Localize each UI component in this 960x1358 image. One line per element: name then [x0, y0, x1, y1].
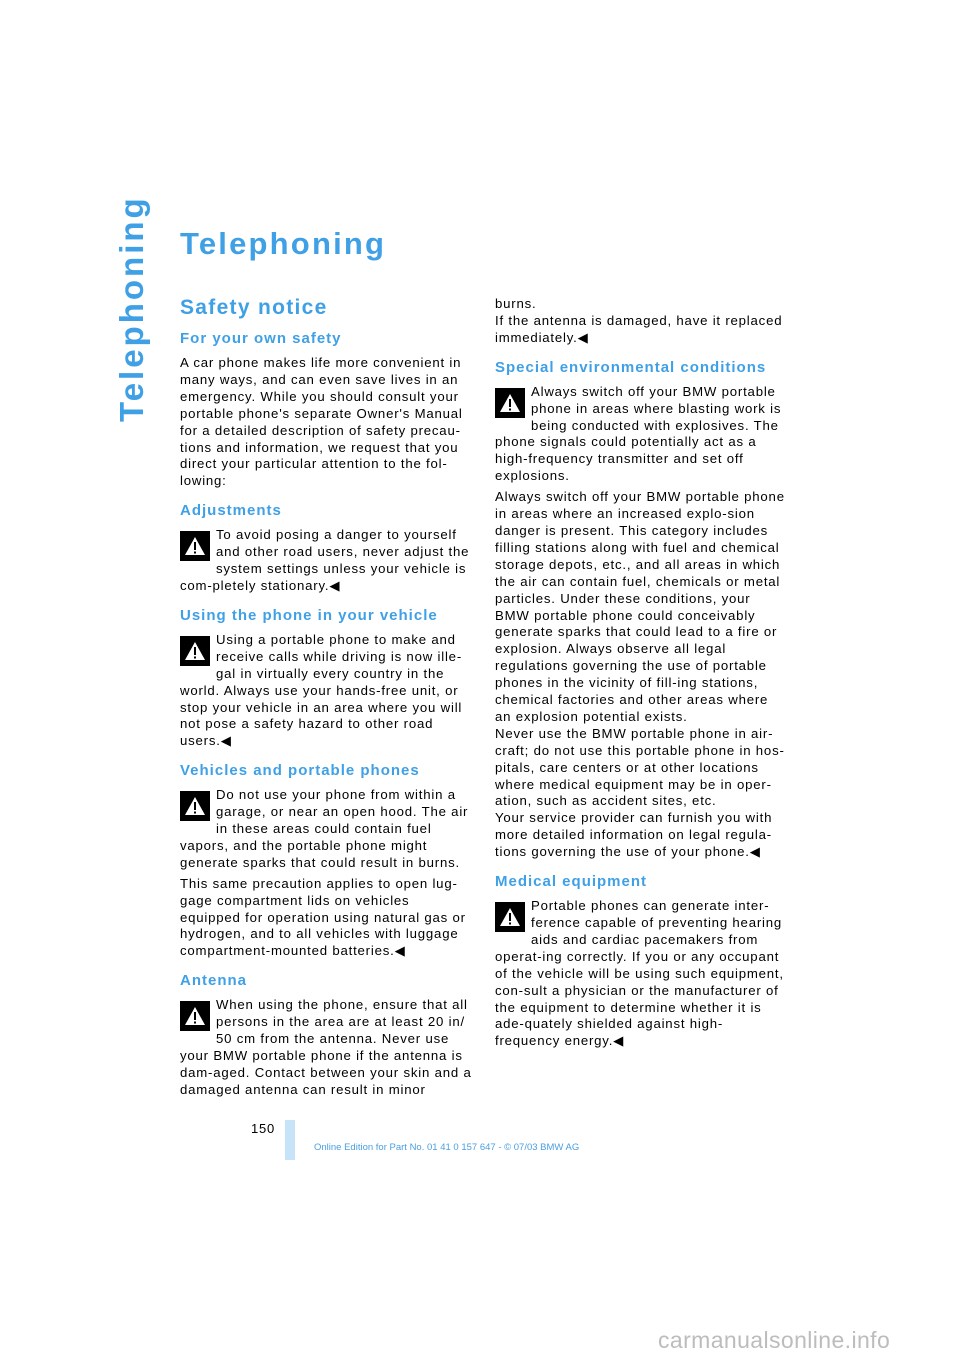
section-title: Safety notice — [180, 296, 328, 319]
warning-medical — [495, 898, 787, 1050]
watermark: carmanualsonline.info — [658, 1327, 891, 1353]
paragraph-own-safety: A car phone makes life more convenient in many ways, and can even save lives in an emergency. While you should consult your portable phone's separate Owner's Manual for a detailed description of safety precau-tions and information, we request that you direct your particular attention to the fol-lowing: — [180, 355, 463, 489]
page-title: Telephoning — [180, 226, 387, 261]
heading-own-safety: For your own safety — [180, 330, 342, 347]
heading-vehicles: Vehicles and portable phones — [180, 762, 420, 780]
warning-triangle-icon — [180, 791, 210, 821]
warning-triangle-icon — [180, 1001, 210, 1031]
paragraph-antenna-cont-2: If the antenna is damaged, have it replaced immediately.◀ — [495, 312, 783, 345]
paragraph-special-4: Your service provider can furnish you with more detailed information on legal regula-tions governing the use of your phone.◀ — [495, 810, 773, 860]
warning-text: To avoid posing a danger to yourself and other road users, never adjust the system settings unless your vehicle is com-pletely stationary.◀ — [180, 527, 470, 593]
warning-triangle-icon — [180, 531, 210, 561]
paragraph-special-2: Always switch off your BMW portable phone in areas where an increased explo-sion danger is present. This category includes filling stations along with fuel and chemical storage depots, etc., and all areas in which the air can contain fuel, chemicals or metal particles. Under these conditions, your BMW portable phone could conceivably generate sparks that could lead to a fire or explosion. Always observe all legal regulations governing the use of portable phones in the vicinity of fill-ing stations, chemical factories and other areas where an explosion potential exists. — [495, 489, 785, 724]
heading-medical: Medical equipment — [495, 873, 648, 891]
warning-text: Always switch off your BMW portable phone in areas where blasting work is being conducted with explosives. The phone signals could potentially act as a high-frequency transmitter and set off explosions. — [495, 383, 782, 484]
heading-special-conditions: Special environmental conditions — [495, 358, 767, 376]
warning-text: Do not use your phone from within a garage, or near an open hood. The air in these areas could contain fuel vapors, and the portable phone might generate sparks that could result in burns. — [180, 787, 469, 870]
warning-antenna — [180, 997, 472, 1098]
warning-text: When using the phone, ensure that all persons in the area are at least 20 in/ 50 cm from the antenna. Never use your BMW portable phone if the antenna is dam-aged. Contact between your skin and a damaged antenna can result in minor — [180, 997, 472, 1097]
paragraph-antenna-cont: burns. — [495, 296, 537, 311]
warning-triangle-icon — [495, 388, 525, 418]
warning-triangle-icon — [180, 636, 210, 666]
warning-text: Portable phones can generate inter-ference capable of preventing hearing aids and cardiac pacemakers from operat-ing correctly. If you or any occupant of the vehicle will be using such equipment, con-sult a physician or the manufacturer of the equipment to determine whether it is ade-quately shielded against high-frequency energy.◀ — [495, 898, 784, 1049]
warning-vehicles — [180, 787, 472, 872]
footer-edition-note: Online Edition for Part No. 01 41 0 157 647 - © 07/03 BMW AG — [314, 1142, 580, 1153]
page-marker-bar — [285, 1120, 295, 1160]
warning-adjustments — [180, 527, 472, 595]
paragraph-special-3: Never use the BMW portable phone in air-craft; do not use this portable phone in hos-pitals, care centers or at other locations where medical equipment may be in oper-ation, such as accident sites, etc. — [495, 725, 785, 809]
warning-triangle-icon — [495, 902, 525, 932]
paragraph-vehicles-2: This same precaution applies to open lug-gage compartment lids on vehicles equipped for operation using natural gas or hydrogen, and to all vehicles with luggage compartment-mounted batteries.◀ — [180, 875, 466, 959]
side-tab-title: Telephoning — [113, 195, 150, 422]
heading-using-phone: Using the phone in your vehicle — [180, 606, 438, 624]
left-column — [180, 296, 472, 1103]
right-column — [495, 296, 787, 1054]
heading-adjustments: Adjustments — [180, 502, 282, 520]
heading-antenna: Antenna — [180, 972, 247, 990]
page-number: 150 — [251, 1121, 276, 1136]
warning-text: Using a portable phone to make and receive calls while driving is now ille-gal in virtually every country in the world. Always use your hands-free unit, or stop your vehicle in an area where you will not pose a safety hazard to other road users.◀ — [180, 631, 463, 749]
warning-using-phone — [180, 632, 472, 750]
warning-special — [495, 384, 787, 485]
